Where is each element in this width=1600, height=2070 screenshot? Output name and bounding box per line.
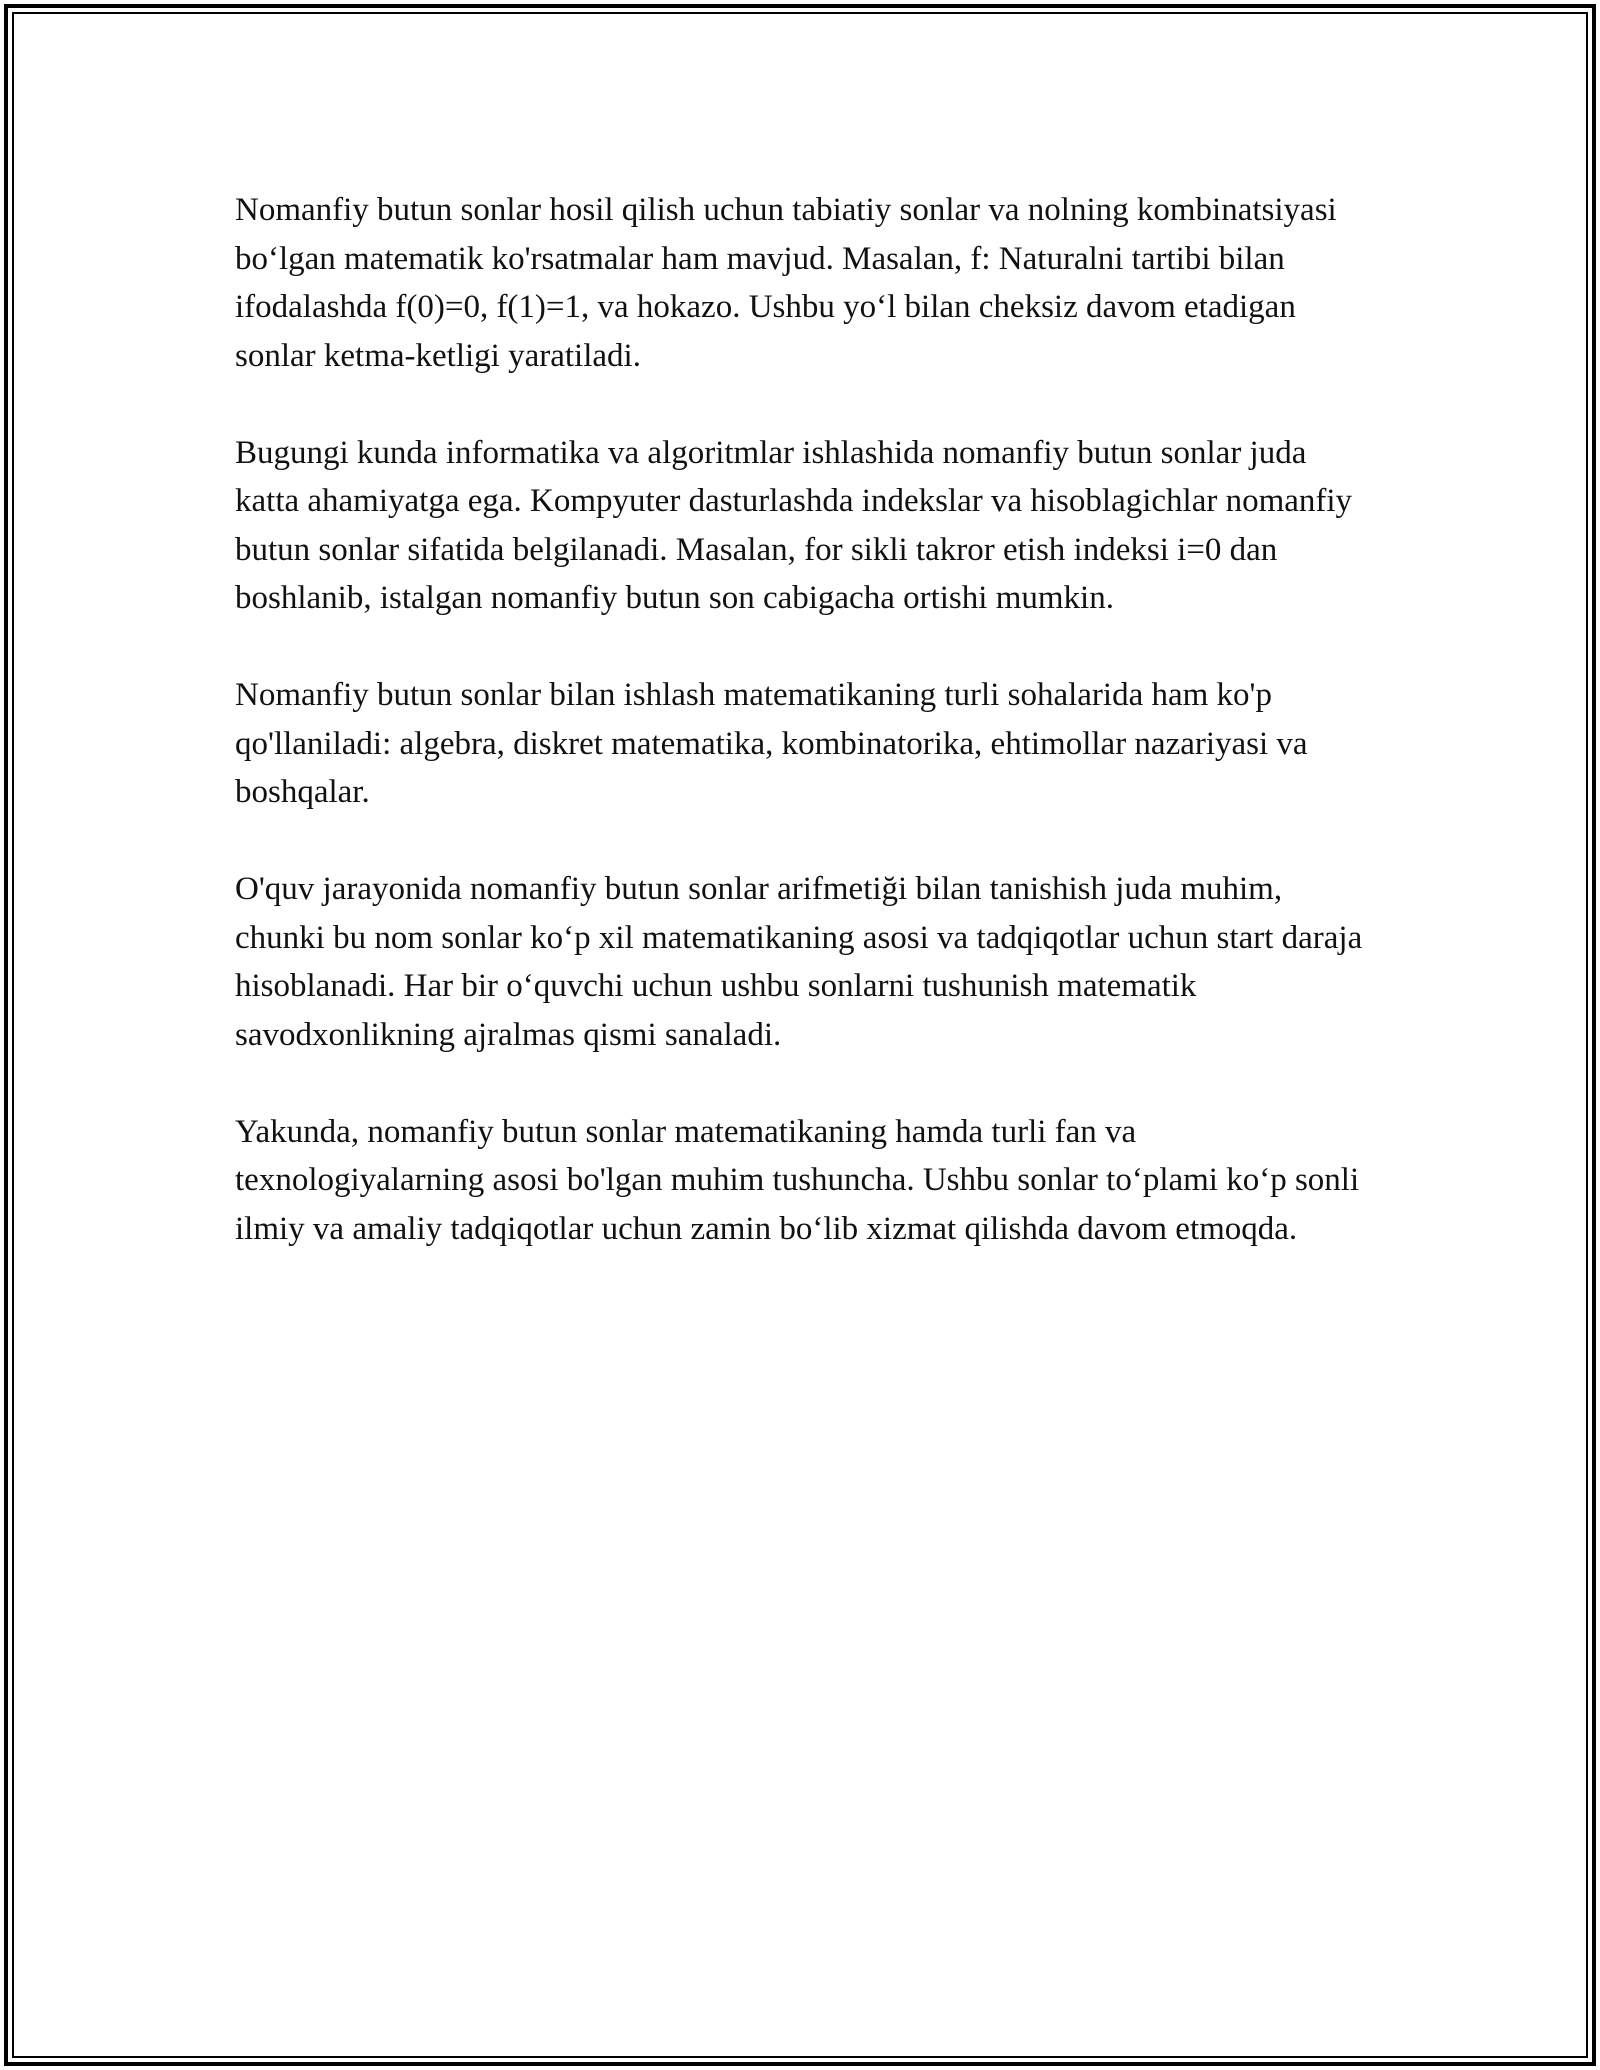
paragraph: Nomanfiy butun sonlar bilan ishlash matematikaning turli sohalarida ham ko'p qo'llaniladi: algebra, diskret matematika, kombinatorika, ehtimollar nazariyasi va boshqalar.: [235, 677, 1308, 810]
paragraph: Bugungi kunda informatika va algoritmlar ishlashida nomanfiy butun sonlar juda katta ahamiyatga ega. Kompyuter dasturlashda indekslar va hisoblagichlar nomanfiy butun sonlar sifatida belgilanadi. Masalan, for sikli takror etish indeksi i=0 dan boshlanib, istalgan nomanfiy butun son cabigacha ortishi mumkin.: [235, 434, 1353, 616]
paragraph: O'quv jarayonida nomanfiy butun sonlar arifmetiği bilan tanishish juda muhim, chunki bu nom sonlar ko‘p xil matematikaning asosi va tadqiqotlar uchun start daraja hisoblanadi. Har bir o‘quvchi uchun ushbu sonlarni tushunish matematik savodxonlikning ajralmas qismi sanaladi.: [235, 871, 1363, 1053]
document-body: [235, 186, 1375, 1302]
paragraph: Nomanfiy butun sonlar hosil qilish uchun tabiatiy sonlar va nolning kombinatsiyasi bo‘lgan matematik ko'rsatmalar ham mavjud. Masalan, f: Naturalni tartibi bilan ifodalashda f(0)=0, f(1)=1, va hokazo. Ushbu yo‘l bilan cheksiz davom etadigan sonlar ketma-ketligi yaratiladi.: [235, 192, 1337, 374]
paragraph: Yakunda, nomanfiy butun sonlar matematikaning hamda turli fan va texnologiyalarning asosi bo'lgan muhim tushuncha. Ushbu sonlar to‘plami ko‘p sonli ilmiy va amaliy tadqiqotlar uchun zamin bo‘lib xizmat qilishda davom etmoqda.: [235, 1113, 1360, 1247]
